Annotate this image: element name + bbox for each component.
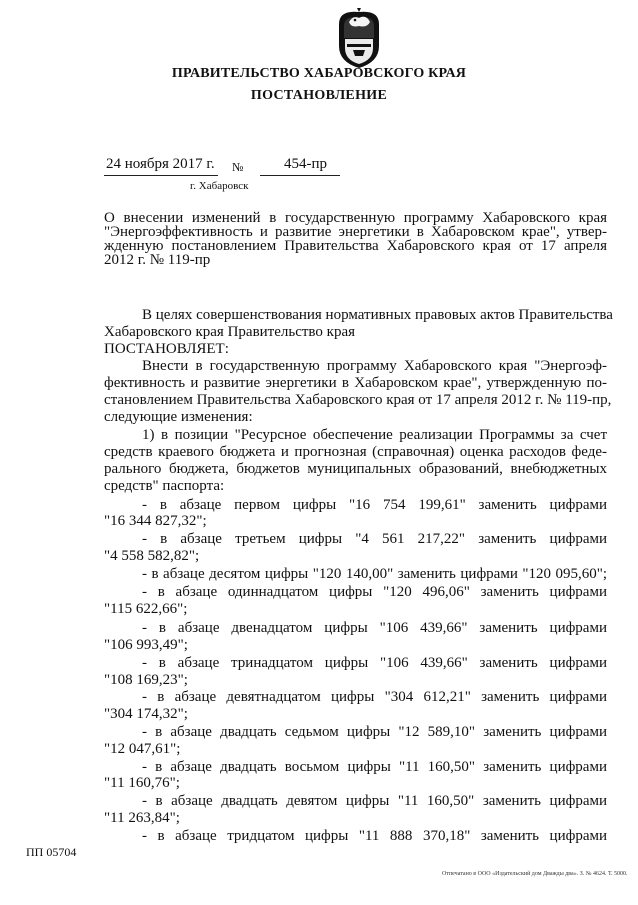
body-line: "11 263,84"; [104, 810, 180, 826]
body-line: "12 047,61"; [104, 741, 181, 757]
body-line: - в абзаце двенадцатом цифры "106 439,66" заменить цифрами [142, 620, 607, 636]
title-line: 2012 г. № 119-пр [104, 252, 211, 268]
body-line: 1) в позиции "Ресурсное обеспечение реализации Программы за счет [142, 427, 607, 443]
body-line: "16 344 827,32"; [104, 513, 207, 529]
body-line: рального бюджета, бюджетов муниципальных образований, внебюджетных [104, 461, 607, 477]
body-line: - в абзаце двадцать восьмом цифры "11 160,50" заменить цифрами [142, 759, 607, 775]
body-line: - в абзаце первом цифры "16 754 199,61" заменить цифрами [142, 497, 607, 513]
body-line: средств" паспорта: [104, 478, 225, 494]
body-line: "106 993,49"; [104, 637, 188, 653]
preamble-line: В целях совершенствования нормативных правовых актов Правительства [142, 307, 613, 323]
body-line: - в абзаце тридцатом цифры "11 888 370,18" заменить цифрами [142, 828, 607, 844]
document-date: 24 ноября 2017 г. [106, 156, 215, 172]
body-line: средств краевого бюджета и прогнозная (справочная) оценка расходов феде- [104, 444, 607, 460]
body-line: "4 558 582,82"; [104, 548, 200, 564]
body-line: - в абзаце тринадцатом цифры "106 439,66" заменить цифрами [142, 655, 607, 671]
decree-word: ПОСТАНОВЛЯЕТ: [104, 341, 229, 357]
document-code: ПП 05704 [26, 845, 77, 859]
body-line: становлением Правительства Хабаровского края от 17 апреля 2012 г. № 119-пр, [104, 392, 612, 408]
document-type: ПОСТАНОВЛЕНИЕ [250, 88, 388, 103]
coat-of-arms-icon [333, 6, 385, 70]
number-sign: № [232, 160, 244, 174]
body-line: - в абзаце десятом цифры "120 140,00" заменить цифрами "120 095,60"; [142, 566, 607, 582]
body-line: - в абзаце девятнадцатом цифры "304 612,21" заменить цифрами [142, 689, 607, 705]
number-underline [260, 175, 340, 176]
body-line: "11 160,76"; [104, 775, 180, 791]
body-line: "115 622,66"; [104, 601, 188, 617]
title-line: "Энергоэффективность и развитие энергетики в Хабаровском крае", утвер- [104, 224, 607, 240]
body-line: следующие изменения: [104, 409, 253, 425]
document-city: г. Хабаровск [190, 180, 249, 192]
body-line: "304 174,32"; [104, 706, 188, 722]
body-line: - в абзаце одиннадцатом цифры "120 496,06" заменить цифрами [142, 584, 607, 600]
organization-name: ПРАВИТЕЛЬСТВО ХАБАРОВСКОГО КРАЯ [171, 66, 467, 81]
body-line: "108 169,23"; [104, 672, 188, 688]
document-number: 454-пр [284, 156, 328, 172]
date-underline [104, 175, 218, 176]
title-line: жденную постановлением Правительства Хабаровского края от 17 апреля [104, 238, 607, 254]
body-line: - в абзаце двадцать седьмом цифры "12 589,10" заменить цифрами [142, 724, 607, 740]
body-line: - в абзаце третьем цифры "4 561 217,22" заменить цифрами [142, 531, 607, 547]
preamble-line: Хабаровского края Правительство края [104, 324, 356, 340]
title-line: О внесении изменений в государственную программу Хабаровского края [104, 210, 607, 226]
body-line: - в абзаце двадцать девятом цифры "11 160,50" заменить цифрами [142, 793, 607, 809]
body-line: Внести в государственную программу Хабаровского края "Энергоэф- [142, 358, 607, 374]
body-line: фективность и развитие энергетики в Хабаровском крае", утвержденную по- [104, 375, 607, 391]
printer-note: Отпечатано в ООО «Издательский дом Дважды два». З. № 4624. Т. 5000. [442, 871, 628, 877]
